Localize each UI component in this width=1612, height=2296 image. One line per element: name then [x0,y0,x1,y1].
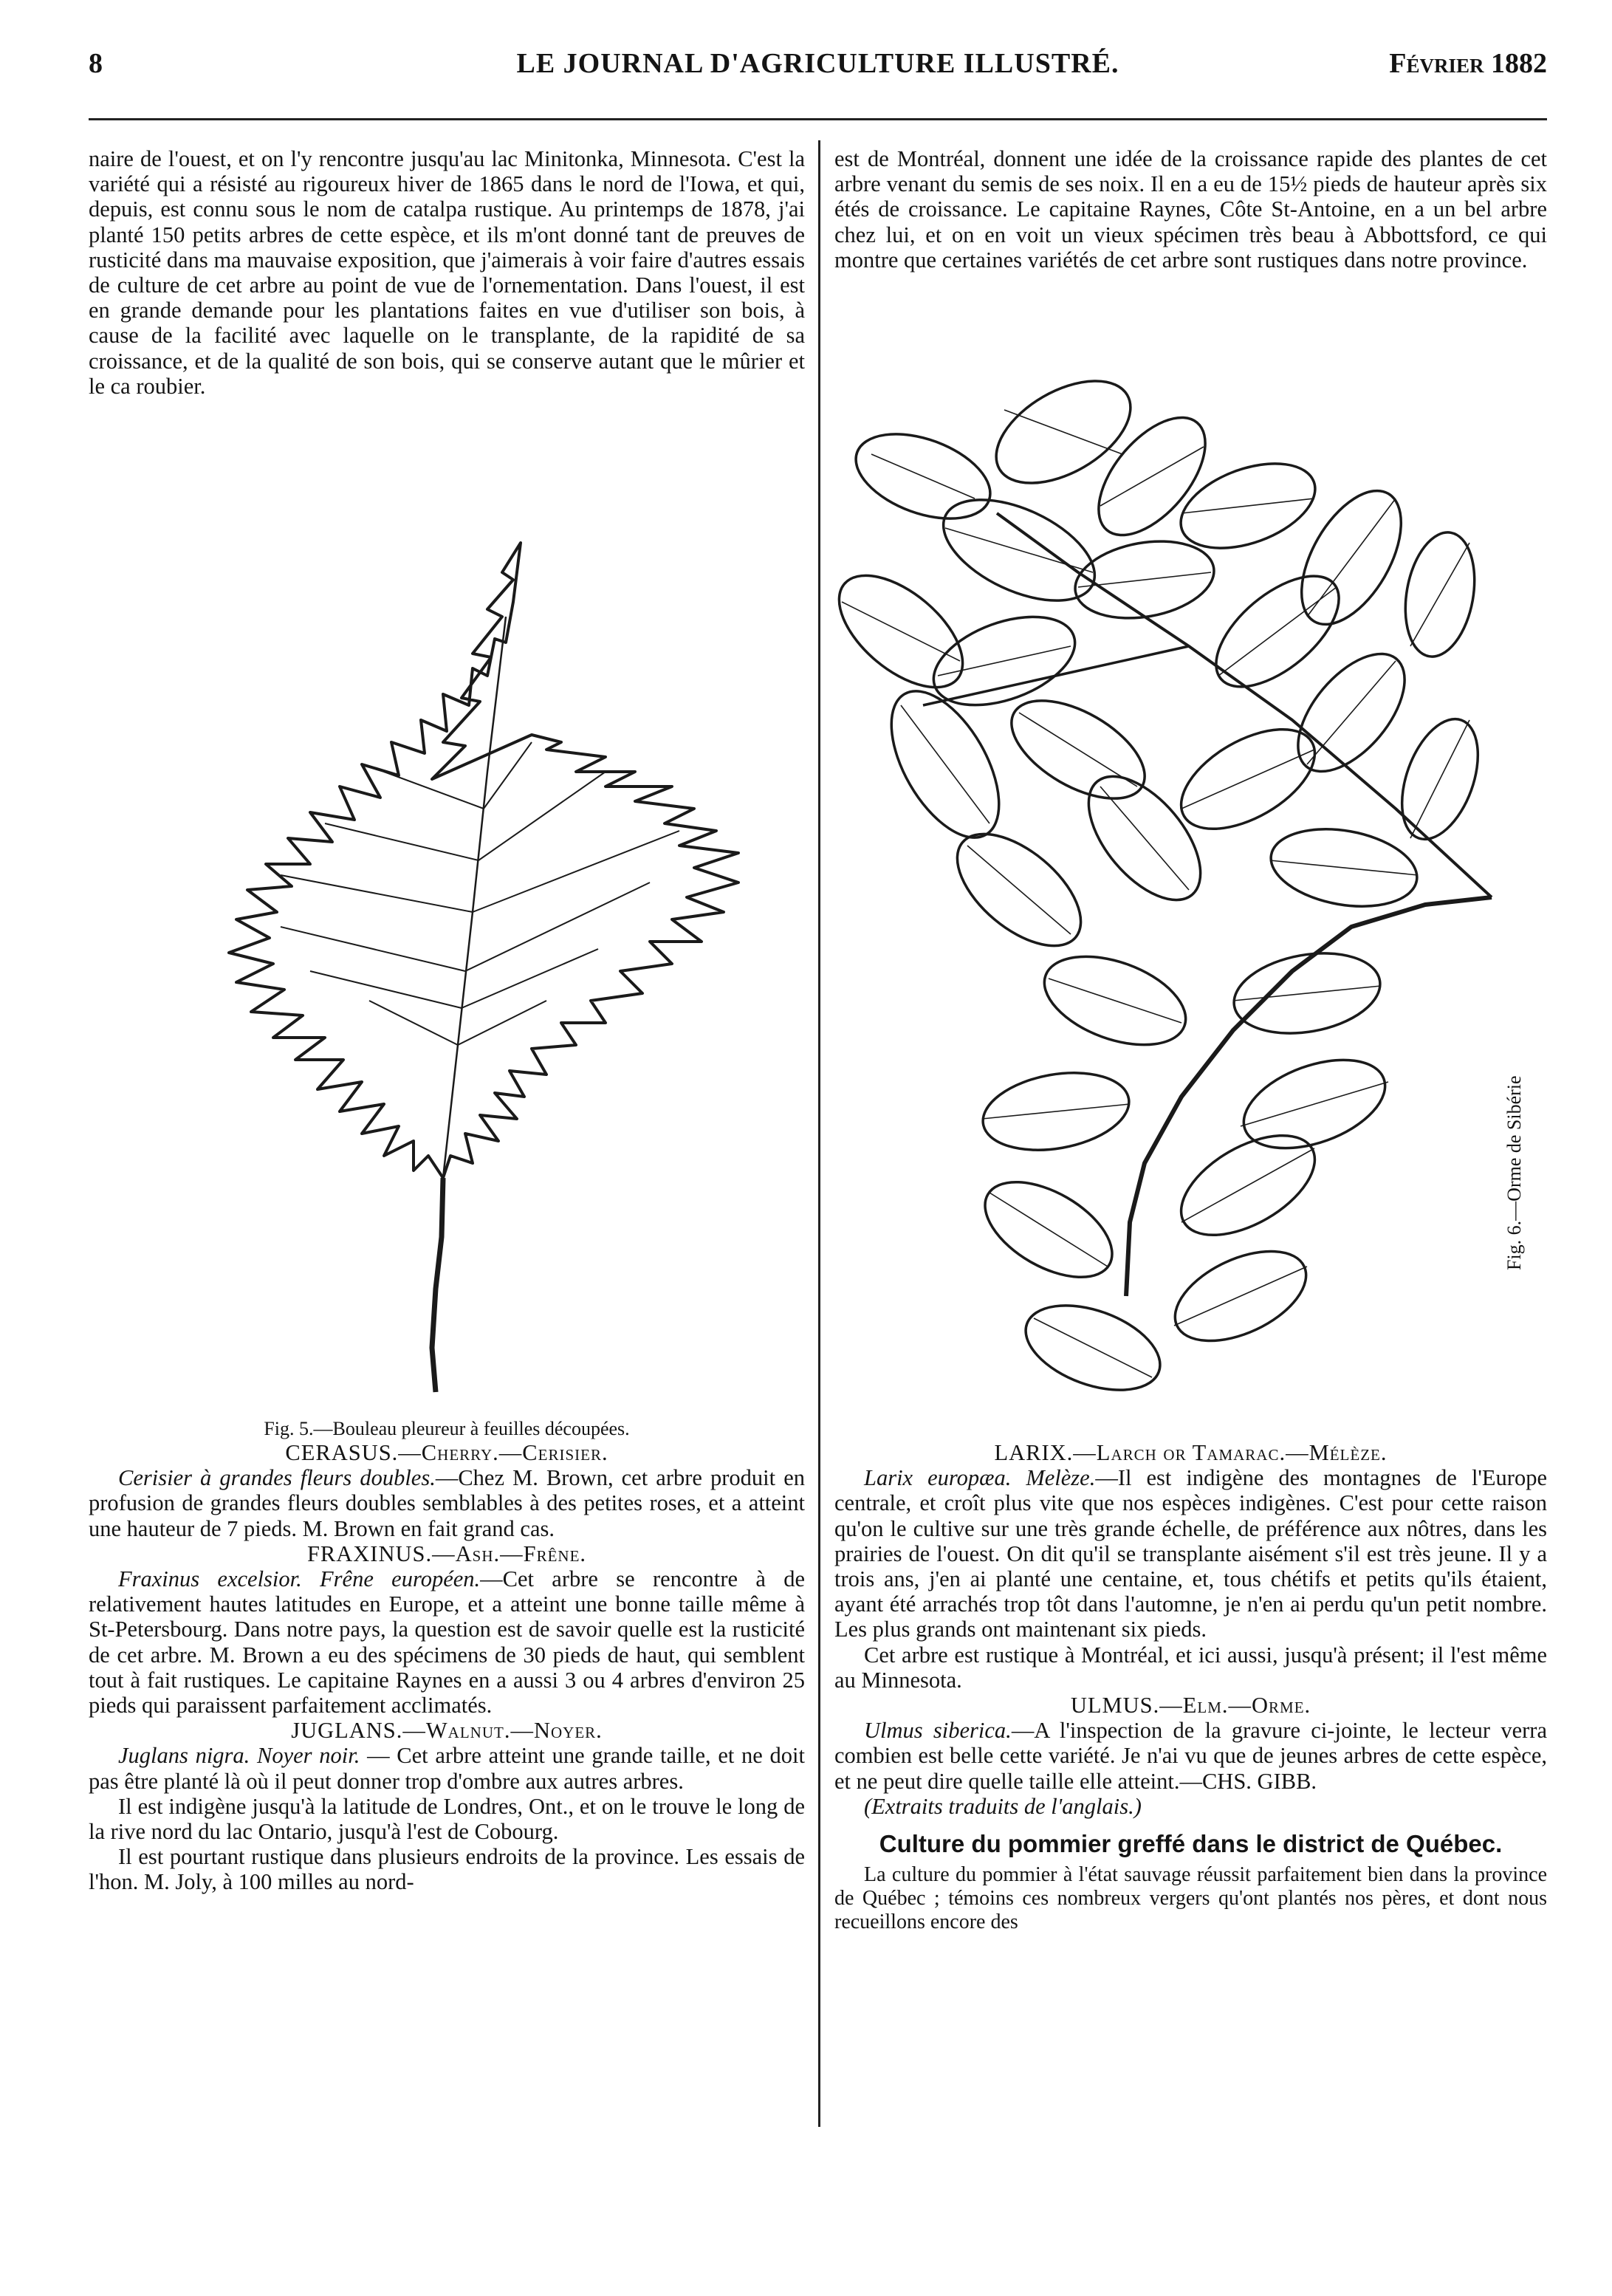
intro-paragraph: naire de l'ouest, et on l'y rencontre jusqu'au lac Minitonka, Minnesota. C'est la variété qui a résisté au rigoureux hiver de 1865 dans le nord de l'Iowa, et qui, depuis, est connu sous le nom de catalpa rustique. Au printemps de 1878, j'ai planté 150 petits arbres de cette espèce, et ils m'ont donné tant de preuves de rusticité dans ma mauvaise exposition, que j'aimerais à voir faire d'autres essais de culture de cet arbre au point de vue de l'ornementation. Dans l'ouest, il est en grande demande pour les plantations faites en vue d'utiliser son bois, à cause de la facilité avec laquelle on le transplante, de la rapidité de sa croissance, et de la qualité de son bois, qui se conserve autant que le mûrier et le ca roubier. [89,146,805,399]
header-rule [89,118,1547,120]
cerasus-heading: CERASUS.—Cherry.—Cerisier. [285,1440,608,1465]
figure-5 [89,528,805,1439]
figure-6-caption-box [1503,975,1536,1270]
ulmus-paragraph [834,1718,1547,1794]
extraits-text: (Extraits traduits de l'anglais.) [864,1793,1142,1819]
cutleaf-birch-leaf-illustration [89,528,805,1414]
larix-heading: LARIX.—Larch or Tamarac.—Mélèze. [994,1440,1388,1465]
column-divider [818,140,820,2127]
ulmus-lead: Ulmus siberica. [864,1718,1012,1744]
juglans-paragraph-2: Il est indigène jusqu'à la latitude de Londres, Ont., et on le trouve le long de la rive nord du lac Ontario, jusqu'à l'est de Cobourg. [89,1793,805,1845]
fraxinus-paragraph [89,1566,805,1718]
juglans-paragraph [89,1743,805,1793]
juglans-heading: JUGLANS.—Walnut.—Noyer. [291,1718,603,1744]
right-column [834,146,1547,273]
larix-paragraph-2: Cet arbre est rustique à Montréal, et ici aussi, jusqu'à présent; il l'est même au Minnesota. [834,1642,1547,1693]
right-intro-paragraph: est de Montréal, donnent une idée de la croissance rapide des plantes de cet arbre venant du semis de ses noix. Il en a eu de 15½ pieds de hauteur après six étés de croissance. Le capitaine Raynes, Côte St-Antoine, en a un bel arbre chez lui, et on en voit un vieux spécimen très beau à Abbottsford, ce qui montre que certaines variétés de cet arbre sont rustiques dans notre province. [834,146,1547,273]
section-paragraph: La culture du pommier à l'état sauvage réussit parfaitement bien dans la province de Québec ; témoins ces nombreux vergers qu'ont plantés nos pères, et dont nous recueillons encore des [834,1863,1547,1934]
journal-title: LE JOURNAL D'AGRICULTURE ILLUSTRÉ. [516,48,1119,79]
siberian-elm-branch-illustration [834,366,1499,1429]
cerasus-lead: Cerisier à grandes fleurs doubles. [118,1465,436,1491]
ulmus-heading: ULMUS.—Elm.—Orme. [1070,1693,1311,1718]
juglans-text: — Cet arbre atteint une grande taille, et ne doit pas être planté là où il peut donner trop d'ombre aux autres arbres. [89,1743,805,1794]
juglans-lead: Juglans nigra. Noyer noir. [118,1743,360,1769]
issue-date: Février 1882 [1389,48,1547,79]
left-column [89,146,805,399]
left-column-lower [89,1440,805,1895]
figure-6 [834,366,1547,1429]
larix-paragraph [834,1465,1547,1642]
right-column-lower [834,1440,1547,1934]
page-header [89,49,1547,93]
extraits-note [834,1794,1547,1819]
cerasus-text: —Chez M. Brown, cet arbre produit en profusion de grandes fleurs doubles semblables à des petites roses, et a atteint une hauteur de 7 pieds. M. Brown en fait grand cas. [89,1465,805,1541]
fraxinus-lead: Fraxinus excelsior. Frêne européen. [118,1566,481,1592]
page-number: 8 [89,48,103,79]
cerasus-paragraph [89,1465,805,1541]
figure-6-caption: Fig. 6.—Orme de Sibérie [1503,1075,1525,1270]
larix-lead: Larix europæa. Melèze. [864,1465,1096,1491]
fraxinus-heading: FRAXINUS.—Ash.—Frêne. [306,1541,587,1566]
figure-5-caption: Fig. 5.—Bouleau pleureur à feuilles découpées. [264,1418,630,1439]
section-title: Culture du pommier greffé dans le district de Québec. [879,1830,1503,1858]
larix-text: —Il est indigène des montagnes de l'Europe centrale, et croît plus vite que nos espèces indigènes. C'est pour cette raison qu'on le cultive sur une très grande échelle, de préférence aux nôtres, dans les prairies de l'ouest. On dit qu'il se transplante aisément s'il est très jeune. Il y a trois ans, j'en ai planté une centaine, et, tous chétifs et petits qu'ils étaient, ayant été arrachés trop tôt dans l'automne, je n'en ai perdu qu'un petit nombre. Les plus grands ont maintenant six pieds. [834,1465,1547,1642]
ulmus-text: —A l'inspection de la gravure ci-jointe, le lecteur verra combien est belle cette variété. Je n'ai vu que de jeunes arbres de cette espèce, et ne peut dire quelle taille elle atteint.—CHS. GIBB. [834,1718,1547,1794]
juglans-paragraph-3: Il est pourtant rustique dans plusieurs endroits de la province. Les essais de l'hon. M. Joly, à 100 milles au nord- [89,1844,805,1895]
fraxinus-text: —Cet arbre se rencontre à de relativement hautes latitudes en Europe, et a atteint une bonne taille même à St-Petersbourg. Dans notre pays, la question est de savoir quelle est la rusticité de cet arbre. M. Brown a eu des spécimens de 30 pieds de haut, qui semblent tout à fait rustiques. Le capitaine Raynes en a aussi 3 ou 4 arbres d'environ 25 pieds qui paraissent parfaitement acclimatés. [89,1566,806,1718]
